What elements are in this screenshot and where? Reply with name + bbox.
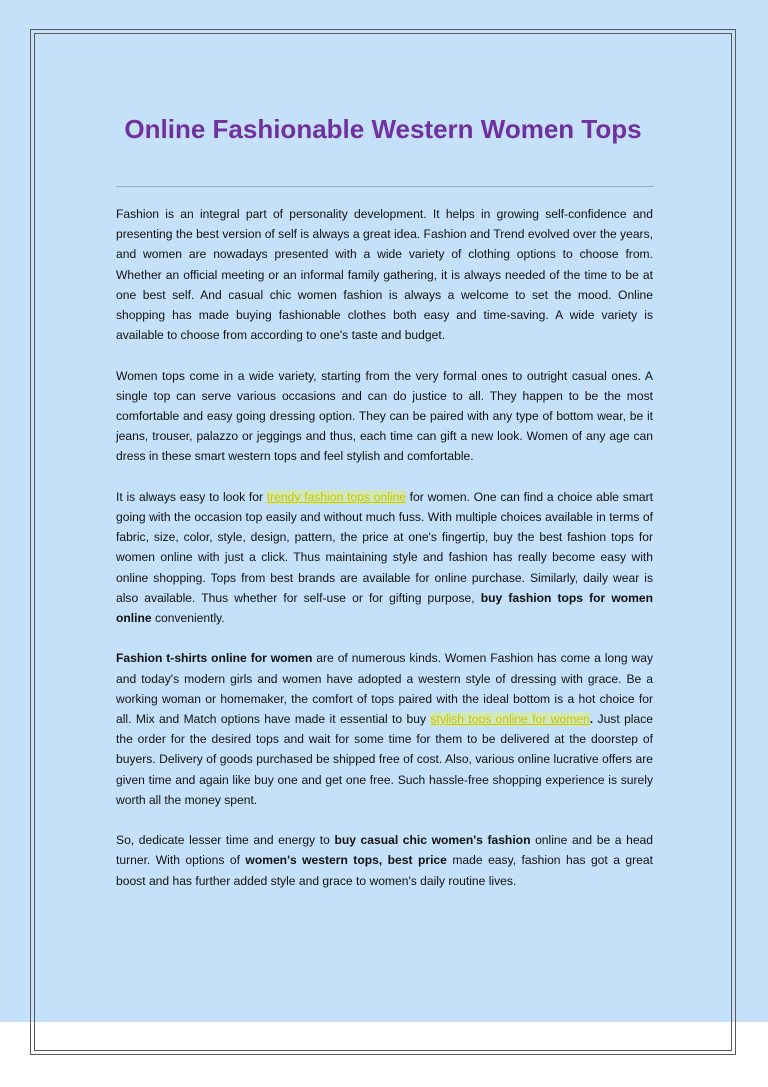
bold-phrase: buy fashion tops for women online: [116, 590, 653, 626]
inline-link[interactable]: trendy fashion tops online: [266, 489, 406, 504]
text-run: It is always easy to look for: [116, 489, 267, 504]
paragraph-4: [116, 648, 653, 810]
bold-phrase: women's western tops, best price: [245, 853, 447, 868]
text-run: So, dedicate lesser time and energy to: [116, 833, 335, 848]
text-run: made easy, fashion has got a great boost and has further added style and grace to women's daily routine lives.: [116, 853, 653, 888]
document-body: [116, 204, 653, 911]
text-run: for women. One can find a choice able smart going with the occasion top easily and without much fuss. With multiple choices available in terms of fabric, size, color, style, design, pattern, the price at one's fingertip, buy the best fashion tops for women online with just a click. Thus maintaining style and fashion has really become easy with online shopping. Tops from best brands are available for online purchase. Similarly, daily wear is also available. Thus whether for self-use or for gifting purpose,: [116, 489, 654, 605]
paragraph-1: [116, 204, 653, 345]
paragraph-5: [116, 830, 653, 891]
document-title: Online Fashionable Western Women Tops: [124, 114, 642, 144]
text-run: conveniently.: [151, 611, 225, 626]
paragraph-2: [116, 366, 653, 467]
text-run: Fashion is an integral part of personality development. It helps in growing self-confidence and presenting the best version of self is always a great idea. Fashion and Trend evolved over the years, and women are nowadays presented with a wide variety of clothing options to choose from. Whether an official meeting or an informal family gathering, it is always needed of the time to be at one best self. And casual chic women fashion is always a welcome to set the mood. Online shopping has made buying fashionable clothes both easy and time-saving. A wide variety is available to choose from according to one's taste and budget.: [116, 207, 653, 343]
text-run: Just place the order for the desired tops and wait for some time for them to be delivered at the doorstep of buyers. Delivery of goods purchased be shipped free of cost. Also, various online lucrative offers are given time and again like buy one and get one free. Such hassle-free shopping experience is surely worth all the money spent.: [116, 712, 653, 807]
bold-phrase: .: [589, 712, 594, 727]
text-run: Women tops come in a wide variety, starting from the very formal ones to outright casual ones. A single top can serve various occasions and can do justice to all. They happen to be the most comfortable and easy going dressing option. They can be paired with any type of bottom wear, be it jeans, trouser, palazzo or jeggings and thus, each time can gift a new look. Women of any age can dress in these smart western tops and feel stylish and comfortable.: [116, 368, 653, 464]
title-divider: [116, 186, 654, 187]
text-run: are of numerous kinds. Women Fashion has come a long way and today's modern girls and women have adopted a western style of dressing with grace. Be a working woman or homemaker, the comfort of tops paired with the ideal bottom is a hot choice for all. Mix and Match options have made it essential to buy: [116, 651, 653, 727]
bold-phrase: buy casual chic women's fashion: [334, 833, 531, 848]
inline-link[interactable]: stylish tops online for women: [430, 712, 590, 727]
text-run: online and be a head turner. With options of: [116, 833, 654, 868]
paragraph-3: [116, 487, 653, 628]
bold-phrase: Fashion t-shirts online for women: [116, 651, 313, 666]
